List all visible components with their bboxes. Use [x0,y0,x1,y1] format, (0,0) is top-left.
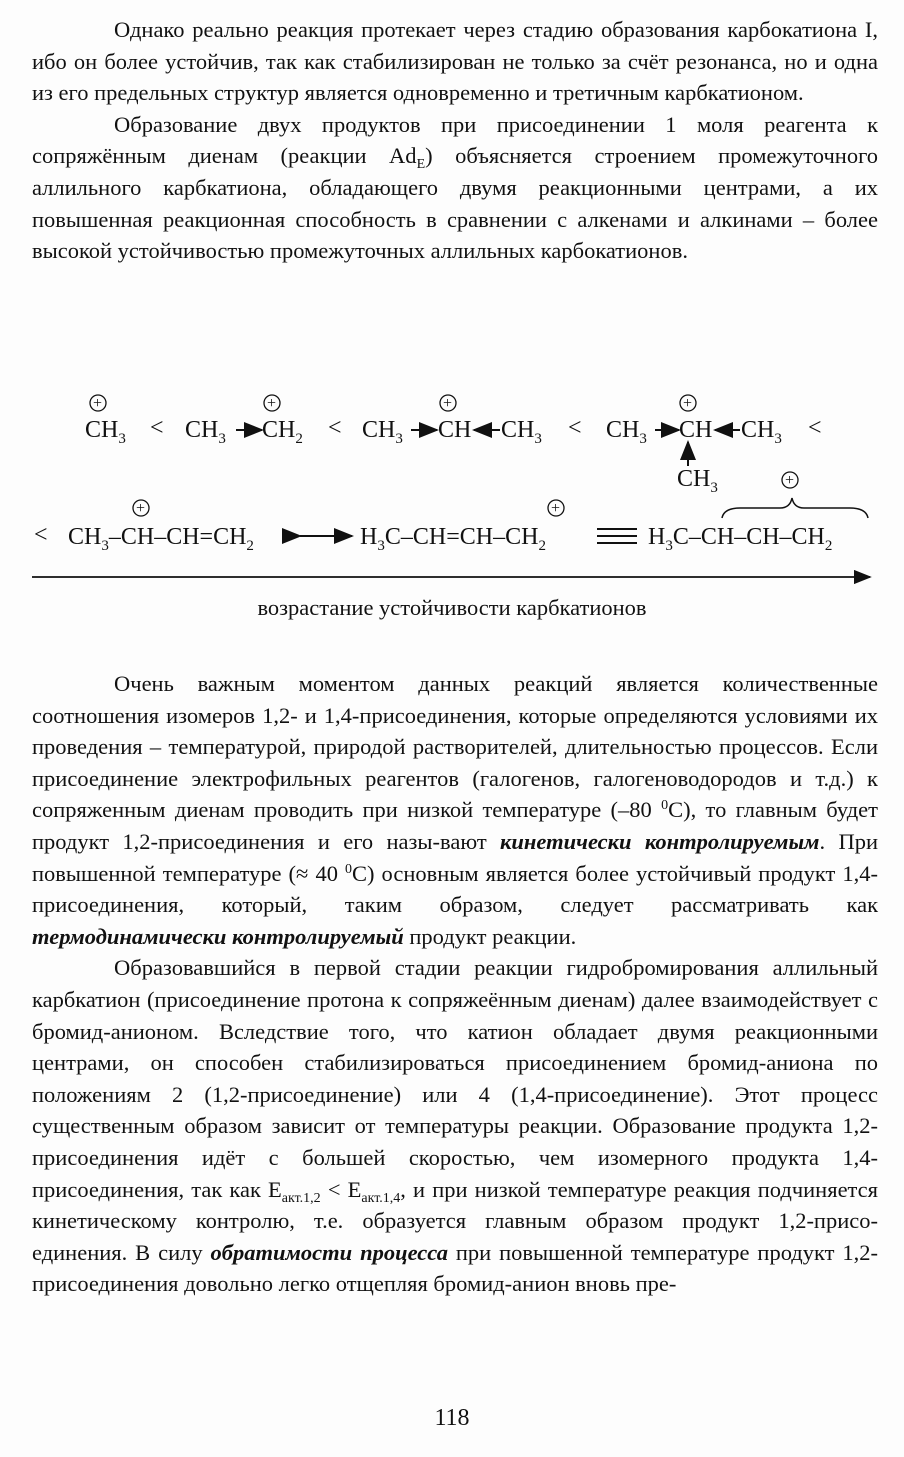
svg-text:H3C–CH–CH–CH2: $H_3C-CH-CH-CH_2$ [648,524,833,554]
svg-text:+: + [785,472,795,489]
paragraph-3-part-e: продукт реакции. [403,923,577,949]
svg-text:CH2: $CH_2$ [262,417,303,447]
emphasis-kinetic: кинетически контролируемым [500,828,820,854]
svg-text:<: < [808,415,822,441]
charge-circle-6 [133,500,149,517]
text-block-top [32,14,878,267]
paragraph-4-part-d: при повышенной температуре продукт 1,2-присоединения довольно легко отщепляя бромид-анион вновь пре- [32,1239,878,1297]
row-1-formulas [85,415,822,496]
activation-sub-2: акт.1,4 [361,1190,401,1206]
svg-text:<: < [568,415,582,441]
svg-text:CH3–CH–CH=CH2: $CH_3-CH-CH=CH_2$ [68,524,254,554]
charge-circle-7 [548,500,564,517]
paragraph-2-part-a: Образование двух продуктов при присоединении 1 моля реагента к сопряжённым диенам (реакции Ad [32,111,878,169]
svg-text:CH3: $CH_3$ [362,417,403,447]
paragraph-4 [32,952,878,1300]
svg-text:CH3: $CH_3$ [606,417,647,447]
paragraph-3-part-d: С) основным является более устойчивый продукт 1,4-присоединения, который, таким образом, следует рассматривать как [32,860,878,918]
degree-sup-2: 0 [344,861,352,877]
svg-text:CH3: $CH_3$ [501,417,542,447]
row-2-formulas [34,498,868,554]
svg-text:CH3: $CH_3$ [677,466,718,496]
emphasis-thermodynamic: термодинамически контролируемый [32,923,404,949]
svg-text:CH3: $CH_3$ [741,417,782,447]
charge-circle-2 [264,395,280,412]
paragraph-1: Однако реально реакция протекает через стадию образования карбокатиона I, ибо он более устойчив, так как стабилизирован не только за счёт резонанса, но и одна из его предельных структур является одновременно и третичным карбкатионом. [32,17,878,106]
svg-text:+: + [443,395,453,412]
svg-text:<: < [34,522,48,548]
svg-text:<: < [328,415,342,441]
subscript-e: E [416,157,426,173]
degree-sup-1: 0 [661,798,669,814]
paragraph-3-part-a: Очень важным моментом данных реакций является количественные соотношения изомеров 1,2- и 1,4-присоединения, которые определяются условиями их проведения – температурой, природой растворителей, длительностью процессов. Если присоединение электрофильных реагентов (галогенов, галогеноводородов и т.д.) к сопряженным диенам проводить при низкой температуре (–80 [32,671,878,823]
charge-circle-3 [440,395,456,412]
paragraph-4-part-a: Образовавшийся в первой стадии реакции гидробромирования аллильный карбкатион (присоединение протона к сопряжеённым диенам) далее взаимодействует с бромид-анионом. Вследствие того, что катион обладает двумя реакционными центрами, он способен стабилизироваться присоединением бромид-аниона по положениям 2 (1,2-присоединение) или 4 (1,4-присоединение). Этот процесс существенным образом зависит от температуры реакции. Образование продукта 1,2-присоединения идёт с большей скоростью, чем изомерного продукта 1,4-присоединения, так как E [32,955,878,1202]
charge-circle-1 [90,395,106,412]
paragraph-3-part-c: . При повышенной температуре (≈ 40 [32,828,878,886]
svg-text:CH3: $CH_3$ [185,417,226,447]
emphasis-reversibility: обратимости процесса [210,1239,448,1265]
charge-circle-5 [782,472,798,489]
paragraph-3-part-b: С), то главным будет продукт 1,2-присоединения и его назы-вают [32,797,878,854]
svg-text:+: + [136,500,146,517]
paragraph-2 [32,109,878,267]
charge-symbols [90,395,798,517]
svg-text:CH3: $CH_3$ [85,417,126,447]
svg-text:+: + [551,500,561,517]
paragraph-3 [32,668,878,952]
activation-sub-1: акт.1,2 [281,1190,321,1206]
svg-text:+: + [93,395,103,412]
paragraph-4-part-c: , и при низкой температуре реакция подчиняется кинетическому контролю, т.е. образуется главным образом продукт 1,2-присо-единения. В силу [32,1176,879,1265]
svg-text:<: < [150,415,164,441]
svg-text:CH: CH [679,417,713,443]
charge-circle-4 [680,395,696,412]
svg-text:+: + [267,395,277,412]
svg-text:H3C–CH=CH–CH2: $H_3C-CH=CH-CH_2$ [360,524,546,554]
svg-text:+: + [683,395,693,412]
carbocation-stability-scheme [0,380,904,630]
text-block-bottom [32,668,878,1300]
paragraph-4-part-b: < E [320,1176,362,1202]
paragraph-2-part-b: ) объясняется строением промежуточного аллильного карбкатиона, обладающего двумя реакционными центрами, а их повышенная реакционная способность в сравнении с алкенами и алкинами – более высокой устойчивостью промежуточных аллильных карбокатионов. [32,143,878,264]
page-number: 118 [434,1405,470,1431]
svg-text:CH: CH [438,417,472,443]
scheme-caption: возрастание устойчивости карбкатионов [257,595,647,620]
